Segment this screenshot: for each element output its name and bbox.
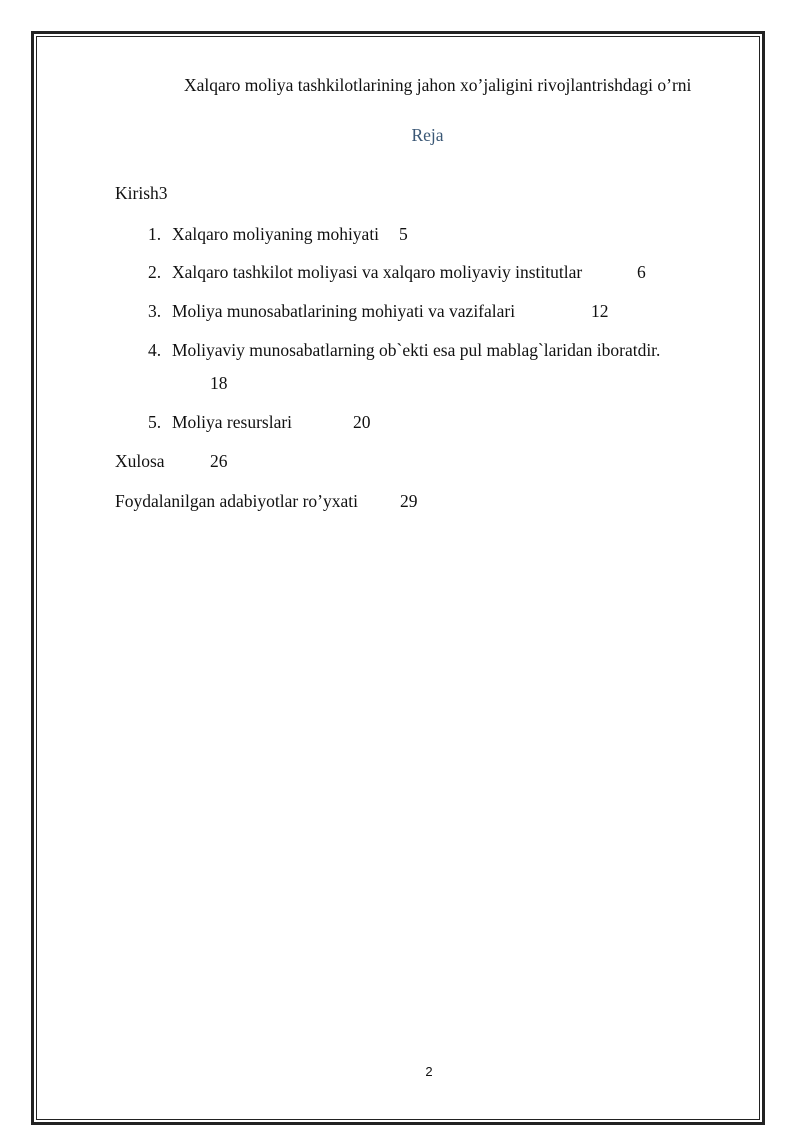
toc-item-number: 2. <box>148 262 162 282</box>
plan-heading: Reja <box>411 125 444 145</box>
toc-item-page: 12 <box>591 301 609 321</box>
toc-entry-3 <box>148 301 161 322</box>
toc-entry-2 <box>148 262 161 283</box>
toc-entry-4 <box>148 340 161 361</box>
document-title: Xalqaro moliya tashkilotlarining jahon xo’jaligini rivojlantrishdagi o’rni <box>184 75 692 95</box>
toc-item-page: 18 <box>210 373 228 393</box>
toc-intro-page: 3 <box>158 183 168 203</box>
toc-item-page: 5 <box>399 224 408 244</box>
toc-references-page: 29 <box>400 491 418 511</box>
toc-conclusion-label: Xulosa <box>115 451 165 471</box>
toc-entry-1 <box>148 224 161 245</box>
toc-conclusion-page: 26 <box>210 451 228 471</box>
toc-item-page: 6 <box>637 262 646 282</box>
toc-item-text: Xalqaro moliyaning mohiyati <box>172 224 380 244</box>
toc-references-label: Foydalanilgan adabiyotlar ro’yxati <box>115 491 358 511</box>
toc-item-text: Moliya resurslari <box>172 412 293 432</box>
toc-item-text: Xalqaro tashkilot moliyasi va xalqaro moliyaviy institutlar <box>172 262 583 282</box>
toc-item-number: 4. <box>148 340 162 360</box>
toc-item-number: 1. <box>148 224 162 244</box>
toc-item-text: Moliya munosabatlarining mohiyati va vazifalari <box>172 301 516 321</box>
toc-entry-intro <box>115 183 168 204</box>
toc-item-page: 20 <box>353 412 371 432</box>
toc-item-number: 3. <box>148 301 162 321</box>
page-number: 2 <box>425 1064 433 1079</box>
toc-item-text: Moliyaviy munosabatlarning ob`ekti esa pul mablag`laridan iboratdir. <box>172 340 661 360</box>
toc-item-number: 5. <box>148 412 162 432</box>
toc-intro-label: Kirish <box>115 183 159 203</box>
toc-entry-5 <box>148 412 161 433</box>
